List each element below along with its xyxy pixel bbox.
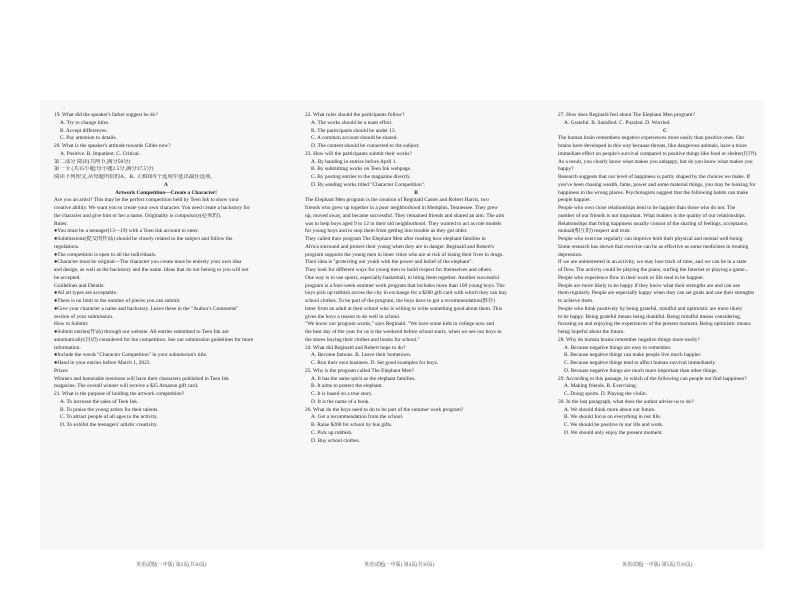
text-line: being hopeful about the future. — [558, 329, 625, 335]
text-line: ●Submit entries(作品) through our website. All entries submitted to Teen Ink are — [54, 329, 229, 335]
text-line: ●Submissions(提交的作品) should be closely related to the subject and follow the — [54, 236, 233, 242]
text-line: A. Become famous. B. Leave their hometown. — [311, 352, 412, 359]
text-line: 27. How does Reginald feel about The Elephant Men program? — [558, 112, 695, 118]
text-line: number of our friends is not important. What matters is the quality of our relationships. — [558, 212, 746, 219]
page-footer-right: 英语试题(一中版) 第5页(共10页) — [622, 563, 693, 568]
text-line: 28. Why do human brains remember negative things more easily? — [558, 336, 700, 343]
text-line: A. We should think more about our future. — [564, 406, 656, 413]
text-line: A. Get a recommendation from the school. — [311, 414, 404, 421]
text-line: Their idea is "protecting our youth with the power and belief of the elephant". — [305, 259, 473, 266]
text-line: to achieve them. — [558, 298, 594, 304]
text-line: C. Doing sports. D. Playing the violin. — [564, 391, 647, 397]
text-line: letter from an adult at their school who is willing to write something good about them. This — [305, 305, 503, 312]
text-line: D. Buy school clothes. — [311, 437, 360, 444]
text-line: 25. Why is the program called The Elephant Men? — [305, 367, 414, 374]
text-line: for young boys and to stop them from getting into trouble as they got older. — [305, 228, 468, 235]
text-line: happiness in the wrong places. Psychologists suggest that the following habits can make — [558, 189, 749, 196]
text-line: D. To exhibit the teenagers' artistic creativity. — [60, 422, 158, 428]
text-line: automatically(自动) considered for the competition. See our submission guidelines for more — [54, 336, 254, 343]
text-line: B. Raise $200 for school by bus gifts. — [311, 422, 393, 428]
text-line: 19. What did the speaker's father suggest he do? — [54, 112, 158, 118]
text-line: Winners and honorable mentions will have their characters published in Teen Ink — [54, 375, 229, 382]
text-line: the stores buying their clothes and books for school." — [305, 336, 420, 343]
text-line: ●All art types are acceptable. — [54, 290, 118, 297]
text-line: 第一节 (共15小题;每小题2.5分,满分37.5分) — [54, 166, 154, 173]
text-line: ●You must be a teenager(13—19) with a Teen Ink account to enter. — [54, 228, 200, 235]
page-footer-left: 英语试题(一中版) 第2页(共10页) — [136, 563, 207, 568]
text-line: information. — [54, 344, 81, 351]
text-line: If we are uninterested in an activity, we may lose track of time, and we can be in a state — [558, 259, 747, 266]
text-line: A. Try to change titles. — [60, 119, 110, 126]
text-line: 第二部分 阅读(共两节,满分50分) — [54, 158, 131, 165]
text-line: They look for different ways for young men to build respect for themselves and others. — [305, 267, 493, 273]
text-line: A. Because negative things are easy to remember. — [564, 344, 672, 351]
text-line: D. The content should be connected to the subject. — [311, 143, 420, 149]
text-line: ●The competition is open to all the individuals. — [54, 251, 157, 258]
text-line: D. It is the name of a book. — [311, 398, 370, 405]
text-line: B. Accept differences. — [60, 127, 108, 134]
text-line: the character and give him or her a name. Originality is compulsory(必须的). — [54, 212, 222, 219]
text-line: of flow. The activity could be playing the piano, surfing the Internet or playing a game... — [558, 267, 749, 273]
text-line: was to help boys aged 9 to 12 in their old neighborhood. They wanted to act as role models — [305, 220, 502, 227]
text-line: immediate effect on people's survival compared to positive things like food or shelter(住所). — [558, 150, 758, 157]
text-line: brains have developed in this way because threats, like dangerous animals, have a more — [558, 143, 747, 149]
text-line: B. By submitting works on Teen Ink webpage. — [311, 166, 412, 173]
text-line: 22. What rules should the participants follow? — [305, 112, 405, 118]
text-line: A. By handing in entries before April 1. — [311, 158, 397, 165]
text-line: depression. — [558, 251, 583, 258]
text-line: C. A common account should be shared. — [311, 135, 398, 142]
text-line: B. Because negative things can make people live much happier. — [564, 352, 702, 359]
text-line: mutual(相互的) respect and trust. — [558, 228, 631, 235]
text-line: A. To increase the sales of Teen Ink. — [60, 398, 139, 405]
text-line: 24. What did Reginald and Robert hope to do? — [305, 344, 406, 351]
text-line: A. Making friends. B. Exercising. — [564, 383, 638, 390]
text-line: A. Grateful. B. Satisfied. C. Puzzled. D. Worried. — [564, 119, 671, 126]
text-line: ●Hand in your entries before March 1, 2023. — [54, 360, 151, 366]
text-line: them regularly. People are especially happy when they can set goals and use their strengths — [558, 290, 755, 297]
text-line: Are you an artist? This may be the perfect competition held by Teen Ink to show your — [54, 197, 239, 204]
text-line: and design, as well as the backstory and the name. Ideas that do not belong to you will not — [54, 267, 249, 273]
text-line: program is a four-week summer work program that includes more than 100 young boys. The — [305, 282, 505, 289]
text-line: People are more likely to be happy if they know what their strengths are and can use — [558, 282, 741, 289]
text-line: C. Pick up rubbish. — [311, 429, 353, 436]
text-line: 26. What do the boys need to do to be part of the summer work program? — [305, 406, 464, 413]
text-line: C. By posting entries to the magazine directly. — [311, 174, 411, 180]
text-line: C. Pay attention to details. — [60, 135, 117, 142]
text-line: A — [164, 181, 168, 188]
text-line: ●Give your character a name and backstory. Leave these in the "Author's Comments" — [54, 305, 239, 312]
text-line: People who own close relationships tend to be happier than those who do not. The — [558, 205, 736, 211]
text-line: C — [663, 127, 667, 134]
text-line: Guidelines and Details: — [54, 282, 105, 289]
text-line: 21. What is the purpose of holding the artwork competition? — [54, 391, 185, 397]
text-line: B. To praise the young artists for their talents. — [60, 406, 159, 413]
text-line: People who experience flow in their work or life tend to be happier. — [558, 274, 704, 281]
text-line: B. We should focus on everything in our life. — [564, 414, 662, 421]
page-column-middle — [305, 112, 527, 445]
text-line: to be happy. Being grateful means being thankful. Being mindful means considering, — [558, 313, 742, 320]
text-line: the best day of the year for us is the weekend before school starts, when we see our boys in — [305, 329, 502, 335]
text-line: happy? — [558, 166, 574, 173]
text-line: 29. According to this passage, in which of the following can people not find happiness? — [558, 375, 747, 382]
text-line: Artwork Competition—Create a Character! — [115, 189, 217, 196]
text-line: The Elephant Men program is the creation of Reginald Caster and Robert Harris, two — [305, 197, 489, 204]
text-line: The human brain remembers negative experiences more easily than positive ones. Our — [558, 135, 745, 142]
text-line: school clothes. To be part of the program, the boys have to get a recommendation(推荐) — [305, 298, 495, 304]
text-line: C. Run their own business. D. Set good examples for boys. — [311, 360, 439, 366]
text-line: Research suggests that our level of happiness is partly shaped by the choices we make. If — [558, 174, 750, 180]
text-line: A. Positive. B. Impatient. C. Critical. — [60, 150, 141, 157]
text-line: Rules: — [54, 220, 68, 227]
text-line: How to Submit: — [54, 321, 89, 328]
text-line: 20. What is the speaker's attitude towards Gibbs now? — [54, 143, 171, 149]
text-line: be accepted. — [54, 274, 81, 281]
text-line: 23. How will the participants submit their works? — [305, 150, 412, 157]
text-line: B. It aims to protect the elephant. — [311, 383, 383, 390]
text-line: people happier. — [558, 197, 591, 204]
page-column-left — [54, 112, 278, 430]
text-line: 30. In the last paragraph, what does the author advise us to do? — [558, 398, 694, 405]
page-footer-middle: 英语试题(一中版) 第4页(共10页) — [364, 563, 435, 568]
text-line: C. It is based on a true story. — [311, 391, 373, 397]
text-line: ●Character must be original—The character you create must be entirely your own idea — [54, 259, 242, 266]
text-line: Relationships that bring happiness usually consist of the sharing of feelings, acceptance, — [558, 220, 749, 227]
text-line: B. The participants should be under 13. — [311, 127, 396, 134]
text-line: C. To attract people of all ages to the activity. — [60, 414, 158, 421]
text-line: you've been chasing wealth, fame, power and some material things, you may be looking for — [558, 181, 756, 188]
text-line: Africa surround and protect their young when they are in danger. Reginald and Robert's — [305, 243, 494, 250]
text-line: B — [414, 189, 418, 196]
text-line: friends who grew up together in a poor neighborhood in Memphis, Tennessee. They grew — [305, 205, 498, 211]
text-line: They called their program The Elephant Men after reading how elephant families in — [305, 236, 486, 242]
text-line: As a result, you clearly know what makes you unhappy, but do you know what makes you — [558, 158, 753, 165]
text-line: A. It has the same spirit as the elephant families. — [311, 375, 416, 382]
text-line: gives the boys a reason to do well in school. — [305, 313, 401, 320]
text-line: boys pick up rubbish across the city in exchange for a $200 gift card with which they can buy — [305, 290, 507, 297]
text-line: section of your submission. — [54, 313, 114, 320]
text-line: People who exercise regularly can improve both their physical and mental well-being. — [558, 236, 744, 242]
text-line: "We know our program works," says Reginald. "We have some kids in college now and — [305, 321, 494, 328]
text-line: magazine. The overall winner will receive a $25 Amazon gift card. — [54, 383, 199, 390]
bleed-through-text: ~ — [62, 106, 66, 112]
text-line: 阅读下列短文,从每题所给的A、B、C和D四个选项中选出最佳选项。 — [54, 174, 216, 180]
text-line: One way is to use sports, especially basketball, to bring them together. Another successful — [305, 274, 500, 281]
text-line: D. Because negative things are much more important than other things. — [564, 367, 718, 374]
text-line: regulations. — [54, 243, 80, 250]
text-line: D. By sending works titled "Character Competition". — [311, 181, 426, 188]
page-column-right — [558, 112, 772, 438]
text-line: Some research has shown that exercise can be as effective as some medicines in treating — [558, 243, 749, 250]
text-line: C. Because negative things tend to affect human survival immediately. — [564, 360, 717, 366]
text-line: creative ability. We want you to create your own character. You need create a backstory for — [54, 205, 250, 211]
text-line: ●Include the words "Character Competition" in your submission's title. — [54, 352, 208, 359]
text-line: focusing on and enjoying the experiences of the present moment. Being optimistic means — [558, 321, 751, 328]
text-line: program supports the young men in inner cities who are at risk of losing their lives to drugs. — [305, 251, 504, 258]
text-line: C. We should be positive in our life and work. — [564, 422, 664, 428]
text-line: ●There is no limit to the number of pieces you can submit. — [54, 298, 181, 304]
text-line: A. The works should be a team effort. — [311, 119, 393, 126]
text-line: D. We should only enjoy the present moment. — [564, 429, 663, 436]
text-line: People who think positively by being grateful, mindful and optimistic are more likely — [558, 305, 743, 312]
text-line: up, moved away, and became successful. They remained friends and shared an aim. The aim — [305, 212, 505, 219]
text-line: Prizes: — [54, 367, 69, 374]
